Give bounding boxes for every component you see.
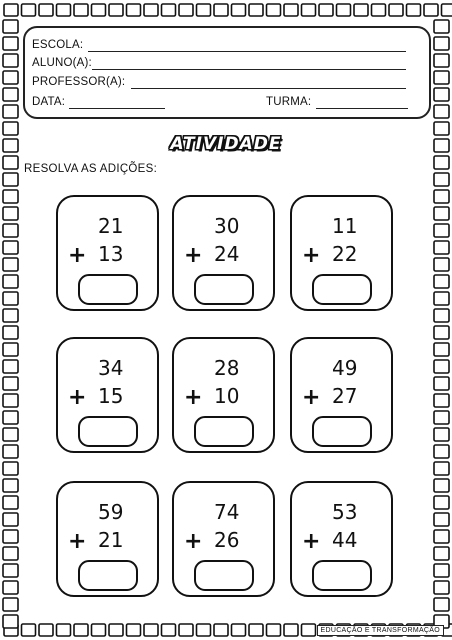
border-tile [3,71,18,84]
border-tile [267,624,281,636]
answer-box[interactable] [194,274,254,305]
border-tile [434,224,449,237]
border-tile [127,624,141,636]
border-tile [302,4,316,16]
border-tile [434,445,449,458]
border-tile [3,258,18,271]
problem-card [172,195,275,311]
addend-top: 28 [214,356,240,380]
border-tile [39,4,53,16]
border-tile [407,4,421,16]
border-tile [3,615,18,628]
border-tile [3,445,18,458]
answer-box[interactable] [78,560,138,591]
addend-top: 49 [332,356,358,380]
border-tile [434,173,449,186]
border-tile [434,241,449,254]
addend-top: 11 [332,214,358,238]
problem-card [172,481,275,597]
border-tile [434,394,449,407]
addend-top: 30 [214,214,240,238]
page-title: ATIVIDADE [170,134,282,154]
footer-brand: EDUCAÇÃO E TRANSFORMAÇÃO [317,625,444,636]
problem-card [56,481,159,597]
border-tile [3,37,18,50]
problem-card [56,337,159,453]
border-tile [3,411,18,424]
border-tile [3,88,18,101]
border-tile [109,4,123,16]
plus-sign: + [302,243,321,268]
border-tile [74,624,88,636]
answer-box[interactable] [194,416,254,447]
border-tile [3,20,18,33]
border-tile [3,241,18,254]
border-tile [3,54,18,67]
border-tile [162,4,176,16]
border-tile [197,624,211,636]
addend-top: 74 [214,500,240,524]
border-tile [434,530,449,543]
addend-bottom: 44 [332,528,358,552]
border-tile [434,71,449,84]
border-tile [442,4,452,16]
addend-bottom: 15 [98,384,124,408]
border-tile [3,190,18,203]
border-tile [22,624,36,636]
border-tile [372,4,386,16]
border-tile [337,4,351,16]
school-label: ESCOLA: [32,39,84,51]
border-tile [434,479,449,492]
answer-box[interactable] [312,416,372,447]
border-tile [3,343,18,356]
border-tile [434,547,449,560]
border-tile [4,4,18,16]
class-field[interactable] [316,108,408,109]
plus-sign: + [302,529,321,554]
teacher-label: PROFESSOR(A): [32,76,126,88]
border-tile [302,624,316,636]
answer-box[interactable] [312,560,372,591]
border-tile [179,624,193,636]
border-tile [3,207,18,220]
border-tile [214,4,228,16]
border-tile [3,496,18,509]
answer-box[interactable] [194,560,254,591]
border-tile [434,207,449,220]
border-tile [3,428,18,441]
plus-sign: + [68,529,87,554]
answer-box[interactable] [78,274,138,305]
addend-top: 21 [98,214,124,238]
border-tile [74,4,88,16]
border-tile [3,598,18,611]
problem-card [290,195,393,311]
border-tile [434,564,449,577]
border-tile [434,581,449,594]
header-box [23,26,431,119]
border-tile [127,4,141,16]
border-tile [354,4,368,16]
border-tile [3,105,18,118]
border-tile [434,343,449,356]
border-tile [3,479,18,492]
date-field[interactable] [69,108,165,109]
problem-card [172,337,275,453]
border-tile [232,624,246,636]
plus-sign: + [184,243,203,268]
border-tile [197,4,211,16]
addend-top: 59 [98,500,124,524]
border-tile [214,624,228,636]
border-tile [434,598,449,611]
border-tile [424,4,438,16]
addend-bottom: 21 [98,528,124,552]
border-tile [434,190,449,203]
border-tile [3,513,18,526]
border-tile [179,4,193,16]
border-tile [22,4,36,16]
border-tile [284,4,298,16]
addend-top: 53 [332,500,358,524]
border-tile [3,547,18,560]
border-tile [92,4,106,16]
border-tile [144,4,158,16]
border-tile [3,156,18,169]
plus-sign: + [302,385,321,410]
plus-sign: + [68,385,87,410]
date-label: DATA: [32,96,66,108]
border-tile [319,4,333,16]
addend-bottom: 13 [98,242,124,266]
teacher-field[interactable] [131,88,406,89]
border-tile [249,4,263,16]
border-tile [434,326,449,339]
problem-card [290,481,393,597]
border-tile [434,377,449,390]
border-tile [434,496,449,509]
border-tile [3,292,18,305]
border-tile [3,462,18,475]
border-tile [3,530,18,543]
addend-bottom: 27 [332,384,358,408]
border-tile [434,88,449,101]
border-tile [434,309,449,322]
border-tile [434,20,449,33]
border-tile [434,462,449,475]
border-tile [39,624,53,636]
border-tile [434,54,449,67]
plus-sign: + [184,529,203,554]
border-tile [434,275,449,288]
border-tile [3,326,18,339]
answer-box[interactable] [78,416,138,447]
border-tile [434,258,449,271]
border-tile [3,581,18,594]
border-tile [434,411,449,424]
border-tile [249,624,263,636]
border-tile [3,564,18,577]
border-tile [144,624,158,636]
border-tile [3,309,18,322]
border-tile [109,624,123,636]
border-tile [267,4,281,16]
border-tile [434,428,449,441]
student-label: ALUNO(A): [32,57,92,69]
border-tile [57,4,71,16]
border-tile [162,624,176,636]
border-tile [434,156,449,169]
plus-sign: + [68,243,87,268]
border-tile [389,4,403,16]
class-label: TURMA: [266,96,312,108]
addend-top: 34 [98,356,124,380]
problem-card [290,337,393,453]
border-tile [434,292,449,305]
addend-bottom: 10 [214,384,240,408]
border-tile [92,624,106,636]
border-tile [284,624,298,636]
instruction-text: RESOLVA AS ADIÇÕES: [24,163,158,175]
border-tile [232,4,246,16]
border-tile [3,275,18,288]
addend-bottom: 22 [332,242,358,266]
border-tile [3,173,18,186]
student-field[interactable] [92,69,406,70]
addend-bottom: 26 [214,528,240,552]
school-field[interactable] [88,51,406,52]
border-tile [3,360,18,373]
border-tile [434,105,449,118]
border-tile [3,377,18,390]
border-tile [3,224,18,237]
addend-bottom: 24 [214,242,240,266]
border-tile [3,394,18,407]
border-tile [434,513,449,526]
plus-sign: + [184,385,203,410]
answer-box[interactable] [312,274,372,305]
border-tile [57,624,71,636]
problem-card [56,195,159,311]
border-tile [434,360,449,373]
border-tile [434,37,449,50]
